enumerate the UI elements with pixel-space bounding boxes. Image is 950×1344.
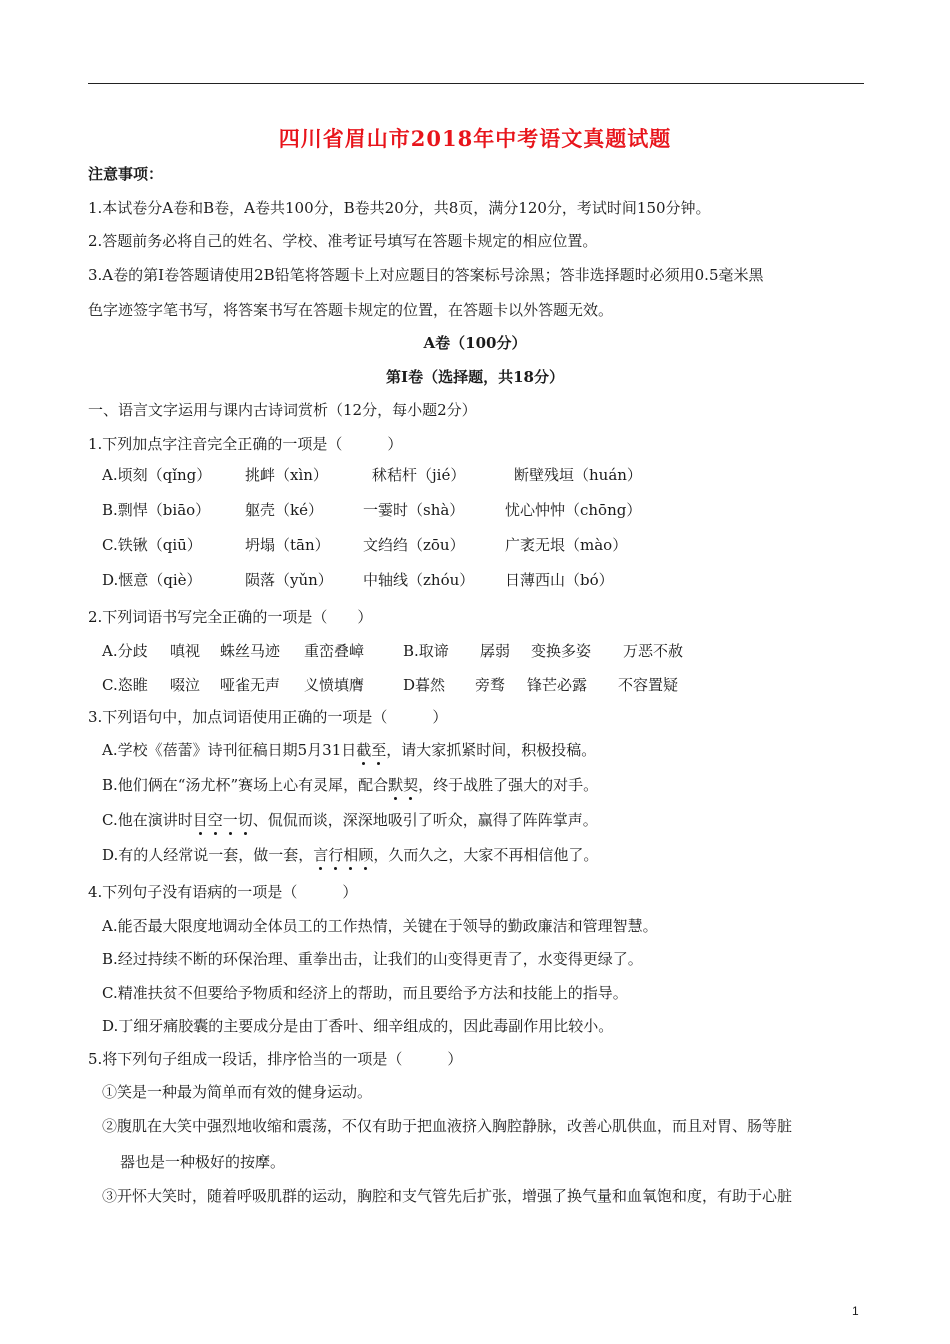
q3-option-c: C.他在演讲时目空一切、侃侃而谈，深深地吸引了听众，赢得了阵阵掌声。 [102,811,598,829]
q5-sentence-1: ①笑是一种最为简单而有效的健身运动。 [102,1083,373,1101]
q2-stem: 2.下列词语书写完全正确的一项是（ ） [88,608,373,626]
q2-d2: 旁骛 [475,676,506,694]
q3-a-dotted-word: 截至 [356,741,387,759]
q2-d4: 不容置疑 [618,676,679,694]
q2-a3: 蛛丝马迹 [220,642,281,660]
q1-d3: 中轴线（zhóu） [363,571,475,589]
q3-c-dotted-word: 目空一切 [192,811,253,829]
q5-sentence-2-cont: 器也是一种极好的按摩。 [120,1153,286,1171]
q5-sentence-3: ③开怀大笑时，随着呼吸肌群的运动，胸腔和支气管先后扩张，增强了换气量和血氧饱和度，有助于心脏 [102,1187,793,1205]
q1-b2: 躯壳（ké） [245,501,323,519]
q1-d2: 陨落（yǔn） [245,571,333,589]
q2-b1: B.取谛 [403,642,449,660]
q2-c4: 义愤填膺 [304,676,365,694]
notice-item-3-cont: 色字迹签字笔书写，将答案书写在答题卡规定的位置，在答题卡以外答题无效。 [88,301,614,319]
q2-c3: 哑雀无声 [220,676,281,694]
q5-sentence-2: ②腹肌在大笑中强烈地收缩和震荡，不仅有助于把血液挤入胸腔静脉，改善心肌供血，而且对胃、肠等脏 [102,1117,793,1135]
q4-option-d: D.丁细牙痛胶囊的主要成分是由丁香叶、细辛组成的，因此毒副作用比较小。 [102,1017,614,1035]
q3-option-d: D.有的人经常说一套，做一套，言行相顾，久而久之，大家不再相信他了。 [102,846,599,864]
q3-d-dotted-word: 言行相顾 [313,846,374,864]
q1-c1: C.铁锹（qiū） [102,536,202,554]
q1-a1: A.顷刻（qǐng） [102,466,212,484]
q2-b3: 变换多姿 [531,642,592,660]
document-title: 四川省眉山市2018年中考语文真题试题 [278,126,672,151]
q4-option-b: B.经过持续不断的环保治理、重拳出击，让我们的山变得更青了，水变得更绿了。 [102,950,643,968]
q3-stem: 3.下列语句中，加点词语使用正确的一项是（ ） [88,708,448,726]
q1-c4: 广袤无垠（mào） [505,536,628,554]
q2-c1: C.恣睢 [102,676,148,694]
q4-option-a: A.能否最大限度地调动全体员工的工作热情，关键在于领导的勤政廉洁和管理智慧。 [102,917,658,935]
q5-stem: 5.将下列句子组成一段话，排序恰当的一项是（ ） [88,1050,463,1068]
q1-c2: 坍塌（tān） [245,536,330,554]
q2-b2: 孱弱 [480,642,511,660]
notice-item-2: 2.答题前务必将自己的姓名、学校、准考证号填写在答题卡规定的相应位置。 [88,232,598,250]
q4-stem: 4.下列句子没有语病的一项是（ ） [88,883,358,901]
q1-a3: 秫秸杆（jié） [372,466,466,484]
page-number: 1 [852,1304,859,1318]
q2-d1: D暮然 [403,676,446,694]
section-a-heading: A卷（100分） [423,334,527,352]
q2-a1: A.分歧 [102,642,148,660]
q1-c3: 文绉绉（zōu） [363,536,465,554]
q2-a4: 重峦叠嶂 [304,642,365,660]
q3-option-a: A.学校《蓓蕾》诗刊征稿日期5月31日截至，请大家抓紧时间，积极投稿。 [102,741,597,759]
header-rule [88,83,864,84]
q1-a4: 断壁残垣（huán） [514,466,642,484]
q4-option-c: C.精准扶贫不但要给予物质和经济上的帮助，而且要给予方法和技能上的指导。 [102,984,628,1002]
notice-item-3: 3.A卷的第Ⅰ卷答题请使用2B铅笔将答题卡上对应题目的答案标号涂黑；答非选择题时必须用0.5毫米黑 [88,266,764,284]
part1-heading: 第Ⅰ卷（选择题，共18分） [386,368,564,386]
q1-stem: 1.下列加点字注音完全正确的一项是（ ） [88,435,403,453]
notice-item-1: 1.本试卷分A卷和B卷，A卷共100分，B卷共20分，共8页，满分120分，考试时间150分钟。 [88,199,711,217]
q2-c2: 啜泣 [170,676,201,694]
q1-a2: 挑衅（xìn） [245,466,328,484]
q1-d4: 日薄西山（bó） [505,571,614,589]
q1-b4: 忧心忡忡（chōng） [505,501,642,519]
part1-subheading: 一、语言文字运用与课内古诗词赏析（12分，每小题2分） [88,401,477,419]
q3-option-b: B.他们俩在“汤尤杯”赛场上心有灵犀，配合默契，终于战胜了强大的对手。 [102,776,599,794]
q1-b1: B.剽悍（biāo） [102,501,211,519]
q2-d3: 锋芒必露 [527,676,588,694]
q3-b-dotted-word: 默契 [388,776,419,794]
q1-d1: D.惬意（qiè） [102,571,202,589]
notice-heading: 注意事项： [88,165,164,183]
q2-b4: 万恶不赦 [623,642,684,660]
q1-b3: 一霎时（shà） [363,501,465,519]
q2-a2: 嗔视 [170,642,201,660]
